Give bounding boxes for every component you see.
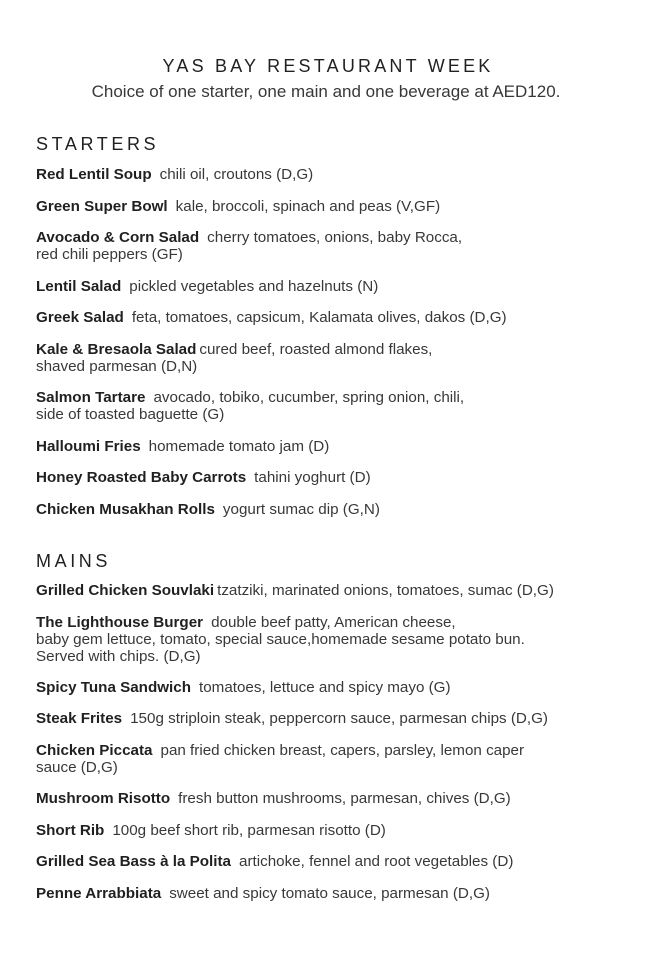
menu-item-description: homemade tomato jam (D) [148,437,330,455]
menu-item-description: pickled vegetables and hazelnuts (N) [129,277,379,295]
mains-heading: MAINS [36,551,112,571]
menu-item-description: 100g beef short rib, parmesan risotto (D) [112,821,386,839]
menu-item-name: Avocado & Corn Salad [36,229,200,246]
menu-item-name: Grilled Chicken Souvlaki [36,582,215,599]
menu-item [36,790,626,822]
menu-item-name: Honey Roasted Baby Carrots [36,469,247,486]
menu-item-description: tahini yoghurt (D) [254,469,371,486]
menu-item [36,853,626,885]
menu-item-name: Lentil Salad [36,277,122,295]
menu-item-description: double beef patty, American cheese, baby gem lettuce, tomato, special sauce,homemade sesame potato bun. Served with chips. (D,G) [36,613,525,665]
mains-list [36,582,626,916]
menu-item-name: Mushroom Risotto [36,790,171,807]
page-title: YAS BAY RESTAURANT WEEK [162,56,494,76]
menu-item-description: cured beef, roasted almond flakes, shaved parmesan (D,N) [36,340,433,375]
menu-item-name: Steak Frites [36,710,123,727]
menu-item-description: cherry tomatoes, onions, baby Rocca, red chili peppers (GF) [36,229,463,263]
menu-item-name: Grilled Sea Bass à la Polita [36,853,231,870]
menu-item [36,341,626,390]
menu-item [36,166,626,198]
menu-item [36,614,626,679]
menu-item-description: chili oil, croutons (D,G) [159,166,314,183]
starters-heading: STARTERS [36,134,160,154]
menu-item-name: Chicken Musakhan Rolls [36,500,215,518]
menu-item [36,710,626,742]
menu-item [36,582,626,614]
menu-item-name: The Lighthouse Burger [36,613,204,631]
menu-item-name: Kale & Bresaola Salad [36,340,197,358]
menu-item-description: feta, tomatoes, capsicum, Kalamata olives, dakos (D,G) [131,309,507,326]
menu-item [36,309,626,341]
menu-item [36,229,626,278]
menu-item-description: artichoke, fennel and root vegetables (D) [239,853,514,870]
page-subtitle: Choice of one starter, one main and one beverage at AED120. [91,82,561,101]
menu-item-description: yogurt sumac dip (G,N) [222,500,380,518]
menu-item [36,389,626,438]
menu-item-name: Salmon Tartare [36,389,146,406]
menu-item-name: Chicken Piccata [36,741,153,759]
menu-item [36,198,626,230]
menu-item-description: fresh button mushrooms, parmesan, chives (D,G) [178,790,511,807]
menu-item-name: Halloumi Fries [36,437,141,455]
menu-item [36,679,626,711]
menu-item-name: Penne Arrabbiata [36,884,162,902]
menu-item [36,822,626,854]
menu-item-name: Green Super Bowl [36,197,168,215]
menu-item-description: tzatziki, marinated onions, tomatoes, sumac (D,G) [217,582,554,599]
menu-item-description: pan fried chicken breast, capers, parsley, lemon caper sauce (D,G) [36,741,525,776]
menu-item-description: 150g striploin steak, peppercorn sauce, parmesan chips (D,G) [130,710,548,727]
menu-item [36,469,626,501]
menu-item-description: sweet and spicy tomato sauce, parmesan (D,G) [169,884,490,902]
menu-item-description: kale, broccoli, spinach and peas (V,GF) [175,197,441,215]
menu-item [36,501,626,533]
menu-item-name: Red Lentil Soup [36,166,152,183]
menu-item [36,885,626,917]
menu-item [36,742,626,791]
menu-item-name: Spicy Tuna Sandwich [36,678,191,696]
menu-item-name: Greek Salad [36,309,124,326]
menu-item-description: tomatoes, lettuce and spicy mayo (G) [199,678,451,696]
starters-list [36,166,626,532]
menu-item [36,278,626,310]
menu-item [36,438,626,470]
menu-item-name: Short Rib [36,821,105,839]
menu-item-description: avocado, tobiko, cucumber, spring onion, chili, side of toasted baguette (G) [36,389,465,423]
